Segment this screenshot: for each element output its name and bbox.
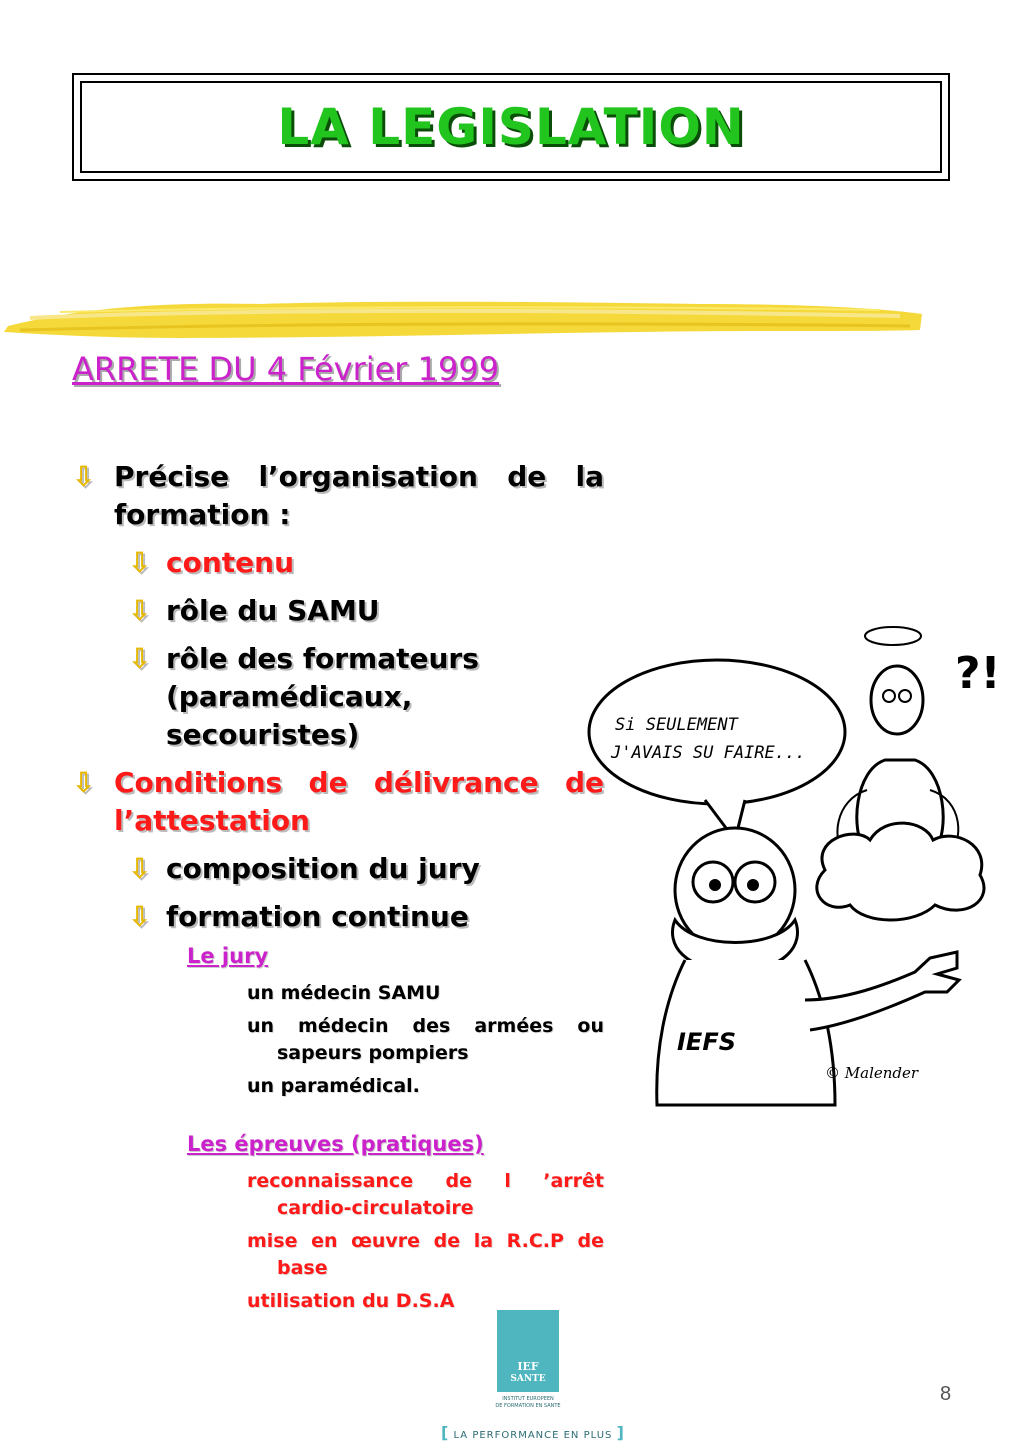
list-item: [128, 592, 604, 630]
list-item-text: Précise l’organisation de la formation :: [114, 460, 604, 531]
jury-line: [247, 1013, 604, 1067]
yellow-highlight-stroke: [0, 288, 930, 348]
speech-line-1: Si SEULEMENT: [615, 715, 738, 735]
epreuve-line-text: reconnaissance de l ’arrêt: [247, 1170, 604, 1192]
tagline: [ LA PERFORMANCE EN PLUS ]: [441, 1423, 625, 1442]
down-arrow-icon: ⇩: [128, 642, 152, 675]
logo-block: [497, 1310, 559, 1392]
signature: © Malender: [825, 1064, 919, 1082]
speech-line-2: J'AVAIS SU FAIRE...: [611, 743, 806, 763]
logo-sub: SANTE: [510, 1374, 546, 1384]
epreuve-line: utilisation du D.S.A: [247, 1290, 455, 1312]
jury-line: un paramédical.: [247, 1075, 420, 1097]
angel-head: [871, 666, 923, 734]
epreuves-heading: Les épreuves (pratiques): [187, 1132, 484, 1156]
list-item-text: contenu: [166, 546, 295, 579]
page-number: 8: [940, 1383, 952, 1405]
jury-heading: Le jury: [187, 944, 269, 968]
list-item: [128, 898, 604, 936]
list-item: [128, 640, 604, 754]
jury-line-text: un médecin des armées ou: [247, 1015, 604, 1037]
jury-line-continued: sapeurs pompiers: [277, 1042, 469, 1064]
list-item: [72, 458, 604, 534]
down-arrow-icon: ⇩: [128, 900, 152, 933]
section-heading: ARRETE DU 4 Février 1999: [72, 350, 500, 388]
epreuve-line-continued: cardio-circulatoire: [277, 1197, 474, 1219]
list-item-text: Conditions de délivrance de l’attestation: [114, 766, 604, 837]
jury-line: un médecin SAMU: [247, 982, 441, 1004]
down-arrow-icon: ⇩: [72, 766, 96, 799]
title-box: [72, 73, 950, 181]
down-arrow-icon: ⇩: [128, 852, 152, 885]
down-arrow-icon: ⇩: [128, 594, 152, 627]
badge-text: IEFS: [677, 1028, 737, 1056]
epreuve-line: [247, 1228, 604, 1282]
cloud: [817, 823, 984, 920]
halo: [865, 627, 921, 645]
list-item-text: formation continue: [166, 900, 469, 933]
institute-name: [483, 1396, 573, 1410]
content-list: [72, 458, 604, 1321]
cartoon-illustration: [585, 600, 1005, 1110]
list-item: [72, 764, 604, 840]
list-item: [128, 850, 604, 888]
list-item-text: composition du jury: [166, 852, 480, 885]
institute-line: INSTITUT EUROPEEN: [502, 1396, 554, 1402]
list-item-text: rôle du SAMU: [166, 594, 380, 627]
title-inner-frame: [80, 81, 942, 173]
tagline-text: LA PERFORMANCE EN PLUS: [453, 1430, 613, 1441]
logo-letters: IEF: [517, 1360, 539, 1373]
list-item-text: rôle des formateurs (paramédicaux, secouristes): [166, 642, 479, 751]
epreuve-line-text: mise en œuvre de la R.C.P de: [247, 1230, 604, 1252]
exclamation-text: ?!: [955, 648, 1001, 699]
arm: [805, 952, 959, 1030]
ief-sante-logo: [483, 1310, 603, 1440]
institute-line: DE FORMATION EN SANTE: [495, 1403, 561, 1409]
epreuve-line-continued: base: [277, 1257, 328, 1279]
page-title: LA LEGISLATION: [277, 98, 745, 156]
down-arrow-icon: ⇩: [128, 546, 152, 579]
epreuve-line: [247, 1168, 604, 1222]
down-arrow-icon: ⇩: [72, 460, 96, 493]
list-item: [128, 544, 604, 582]
